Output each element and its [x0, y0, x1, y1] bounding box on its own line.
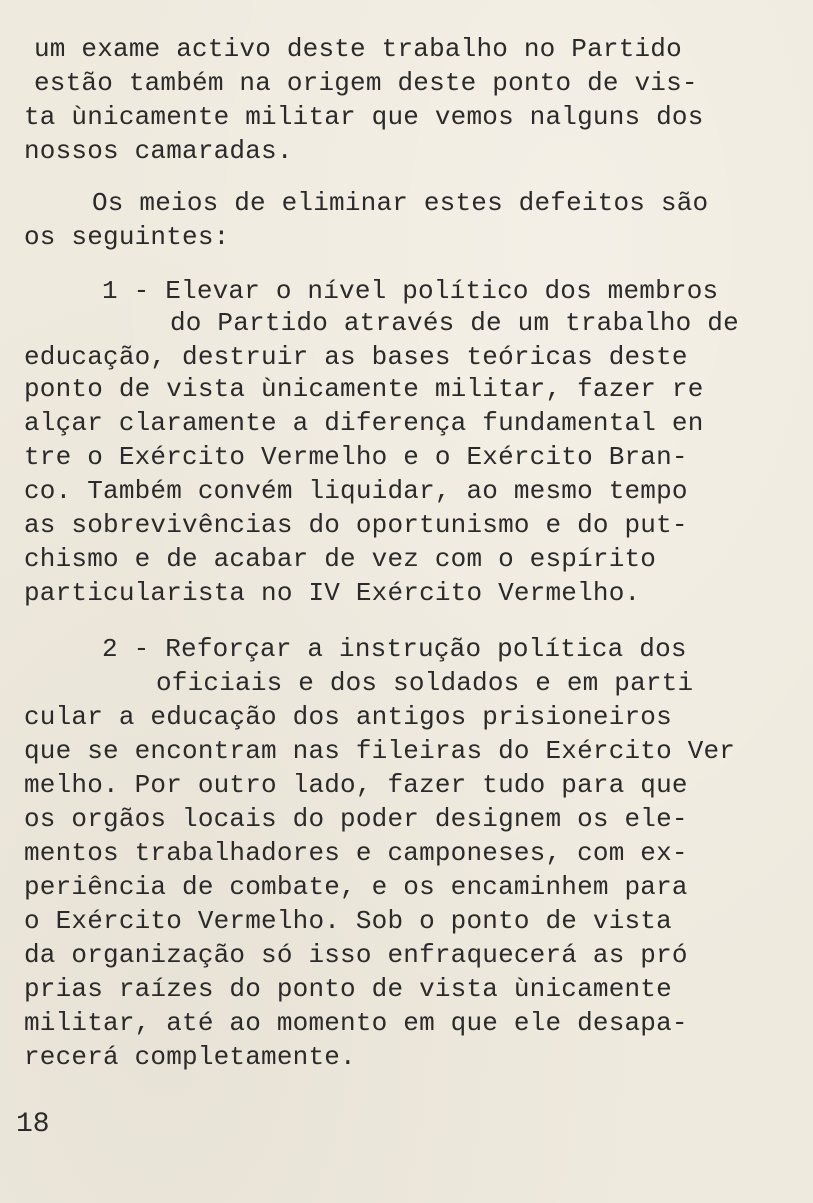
text-line: os seguintes: [24, 222, 230, 252]
text-line: um exame activo deste trabalho no Partido [34, 34, 682, 64]
text-line: chismo e de acabar de vez com o espírito [24, 544, 657, 574]
text-line: estão também na origem deste ponto de vis- [34, 68, 698, 98]
text-line: particularista no IV Exército Vermelho. [24, 578, 641, 608]
text-line: alçar claramente a diferença fundamental en [24, 408, 704, 438]
text-line: recerá completamente. [24, 1042, 356, 1072]
text-line: tre o Exército Vermelho e o Exército Bran- [24, 442, 688, 472]
text-line: co. Também convém liquidar, ao mesmo tempo [24, 476, 688, 506]
text-line: do Partido através de um trabalho de [170, 308, 739, 338]
text-line: mentos trabalhadores e camponeses, com ex- [24, 838, 688, 868]
text-line: Os meios de eliminar estes defeitos são [92, 188, 709, 218]
text-line: nossos camaradas. [24, 136, 293, 166]
text-line: oficiais e dos soldados e em parti [156, 668, 694, 698]
text-line: os orgãos locais do poder designem os ele- [24, 804, 688, 834]
text-line: ponto de vista ùnicamente militar, fazer re [24, 374, 704, 404]
text-line: militar, até ao momento em que ele desapa- [24, 1008, 688, 1038]
text-line: o Exército Vermelho. Sob o ponto de vista [24, 906, 672, 936]
text-line: periência de combate, e os encaminhem para [24, 872, 688, 902]
text-line: melho. Por outro lado, fazer tudo para que [24, 770, 688, 800]
text-line: ta ùnicamente militar que vemos nalguns dos [24, 102, 704, 132]
text-line: que se encontram nas fileiras do Exército Ver [24, 736, 736, 766]
text-line: da organização só isso enfraquecerá as pró [24, 940, 688, 970]
text-line: educação, destruir as bases teóricas deste [24, 342, 688, 372]
text-line: prias raízes do ponto de vista ùnicamente [24, 974, 672, 1004]
text-line: cular a educação dos antigos prisioneiros [24, 702, 672, 732]
text-line: as sobrevivências do oportunismo e do put- [24, 510, 688, 540]
page-number: 18 [16, 1109, 50, 1140]
text-line: 2 - Reforçar a instrução política dos [102, 634, 687, 664]
text-line: 1 - Elevar o nível político dos membros [102, 276, 719, 306]
